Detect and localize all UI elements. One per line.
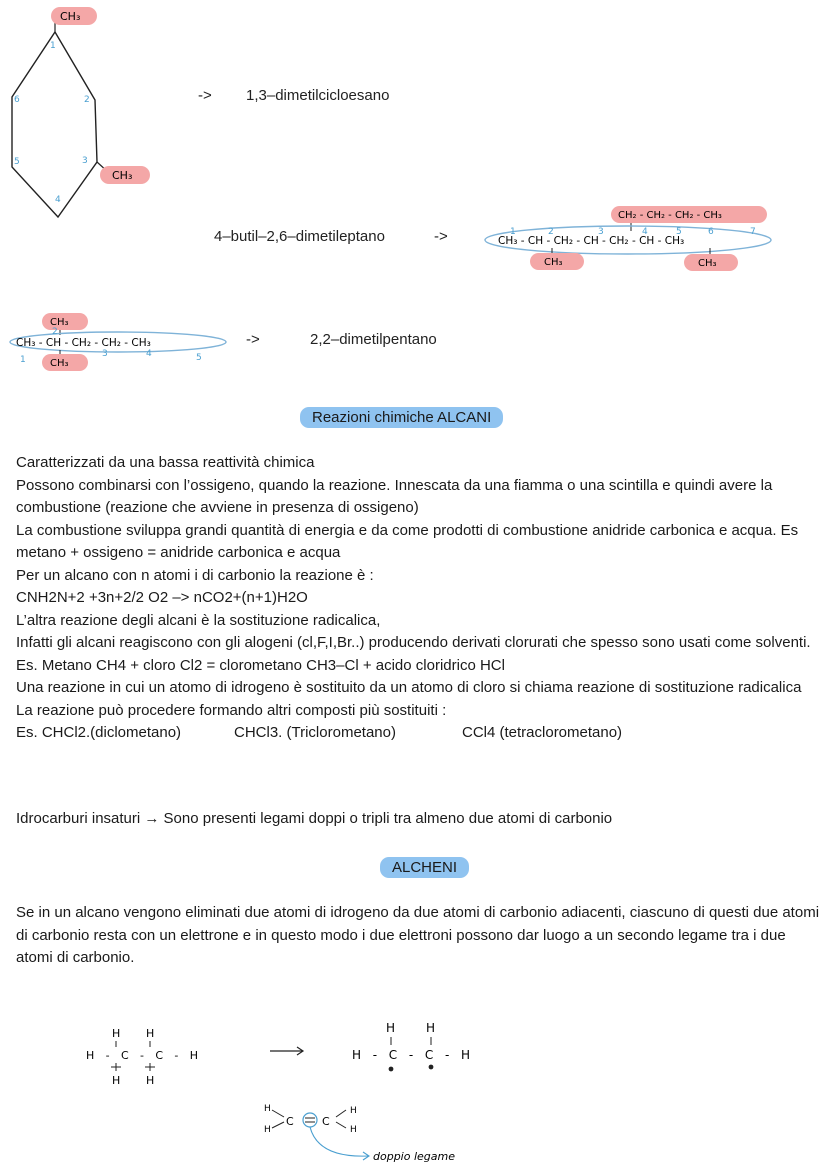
svg-text:7: 7 [750, 227, 756, 237]
compound-trichloro: CHCl3. (Triclorometano) [234, 724, 396, 741]
pentane-name: 2,2–dimetilpentano [310, 331, 437, 348]
heptane-arrow: -> [434, 228, 448, 245]
svg-text:H: H [264, 1104, 271, 1114]
heptane-branch: CH₂ - CH₂ - CH₂ - CH₃ [618, 210, 722, 221]
svg-text:3: 3 [82, 156, 88, 166]
svg-text:H: H [350, 1106, 357, 1116]
svg-text:H: H [146, 1074, 155, 1087]
alcheni-text: Se in un alcano vengono eliminati due atomi di idrogeno da due atomi di carbonio adiacenti, ciascuno di questi due atomi di carbonio resta con un elettrone e in questo modo i due elettroni possono dar luogo a un secondo legame tra i due atomi di carbonio. [16, 904, 820, 966]
pentane-arrow: -> [246, 331, 260, 348]
svg-text:6: 6 [14, 95, 20, 105]
section-title-alcheni: ALCHENI [380, 857, 469, 878]
ethylene-structure [260, 1098, 480, 1168]
reaction-arrow [268, 1044, 308, 1058]
svg-text:5: 5 [676, 227, 682, 237]
double-bond-note: doppio legame [373, 1150, 455, 1163]
svg-text:4: 4 [146, 349, 152, 359]
alcani-paragraph: Es. Metano CH4 + cloro Cl2 = clorometano CH3–Cl + acido cloridrico HCl [16, 656, 505, 674]
electron-dot [389, 1067, 394, 1072]
svg-text:2: 2 [548, 227, 554, 237]
svg-text:1: 1 [50, 41, 56, 51]
svg-text:H: H [426, 1021, 436, 1035]
svg-text:H: H [386, 1021, 396, 1035]
pentane-sub-bottom: CH₃ [50, 358, 69, 369]
svg-text:H: H [112, 1074, 121, 1087]
svg-text:H: H [112, 1027, 121, 1040]
heptane-name: 4–butil–2,6–dimetileptano [214, 228, 385, 245]
pentane-chain: CH₃ - CH - CH₂ - CH₂ - CH₃ [16, 337, 151, 349]
cyclo-sub-top: CH₃ [60, 10, 81, 23]
svg-text:4: 4 [55, 195, 61, 205]
heptane-sub-right: CH₃ [698, 258, 717, 269]
substituted-compounds [16, 722, 822, 745]
svg-text:5: 5 [14, 157, 20, 167]
ethane-row: H - C - C - H [86, 1049, 198, 1062]
insaturi-text: Idrocarburi insaturi → Sono presenti legami doppi o tripli tra almeno due atomi di carbonio [16, 810, 613, 827]
cyclo-name: 1,3–dimetilcicloesano [246, 87, 390, 104]
cyclo-arrow: -> [198, 87, 212, 104]
alcani-paragraph: L’altra reazione degli alcani è la sostituzione radicalica, [16, 611, 381, 629]
svg-text:2: 2 [84, 95, 90, 105]
alcani-paragraph: Per un alcano con n atomi i di carbonio la reazione è : [16, 566, 374, 584]
alcani-paragraph: Caratterizzati da una bassa reattività chimica [16, 454, 315, 471]
alcani-paragraph: Infatti gli alcani reagiscono con gli alogeni (cl,F,I,Br..) producendo derivati clorurati che spesso sono usati come solventi. [16, 634, 811, 651]
svg-text:3: 3 [102, 349, 108, 359]
svg-text:1: 1 [510, 227, 516, 237]
compound-dichloro: Es. CHCl2.(diclometano) [16, 724, 182, 741]
svg-text:C: C [322, 1115, 330, 1128]
heptane-sub-left: CH₃ [544, 257, 563, 268]
radical-row: H - C - C - H [352, 1048, 470, 1062]
alcani-paragraph: La combustione sviluppa grandi quantità di energia e da come prodotti di combustione anidride carbonica e acqua. Es metano + ossigeno = anidride carbonica e acqua [16, 521, 799, 561]
cyclohexane-structure [0, 0, 200, 230]
pentane-sub-top: CH₃ [50, 317, 69, 328]
svg-text:1: 1 [20, 355, 26, 365]
alcani-paragraph: Una reazione in cui un atomo di idrogeno è sostituito da un atomo di cloro si chiama reazione di sostituzione radicalica [16, 679, 802, 696]
svg-text:2: 2 [52, 327, 58, 337]
alcani-paragraph: Possono combinarsi con l’ossigeno, quando la reazione. Innescata da una fiamma o una scintilla e quindi avere la combustione (reazione che avviene in presenza di ossigeno) [16, 476, 773, 516]
svg-text:H: H [146, 1027, 155, 1040]
pentane-structure [8, 306, 238, 378]
svg-text:4: 4 [642, 227, 648, 237]
svg-text:H: H [264, 1125, 271, 1135]
svg-text:3: 3 [598, 227, 604, 237]
heptane-chain: CH₃ - CH - CH₂ - CH - CH₂ - CH - CH₃ [498, 235, 685, 247]
compound-tetrachloro: CCl4 (tetraclorometano) [462, 724, 623, 741]
svg-text:5: 5 [196, 353, 202, 363]
radical-structure [348, 1018, 478, 1082]
electron-dot [429, 1065, 434, 1070]
alcani-paragraph: La reazione può procedere formando altri composti più sostituiti : [16, 701, 447, 719]
svg-text:H: H [350, 1125, 357, 1135]
svg-text:6: 6 [708, 227, 714, 237]
ethane-structure [80, 1020, 210, 1092]
alcani-text-block [16, 452, 822, 745]
heptane-structure [480, 200, 780, 278]
section-title-alcani: Reazioni chimiche ALCANI [300, 407, 503, 428]
cyclo-sub-right: CH₃ [112, 169, 133, 182]
svg-text:C: C [286, 1115, 294, 1128]
alcani-paragraph: CNH2N+2 +3n+2/2 O2 –> nCO2+(n+1)H2O [16, 589, 308, 606]
